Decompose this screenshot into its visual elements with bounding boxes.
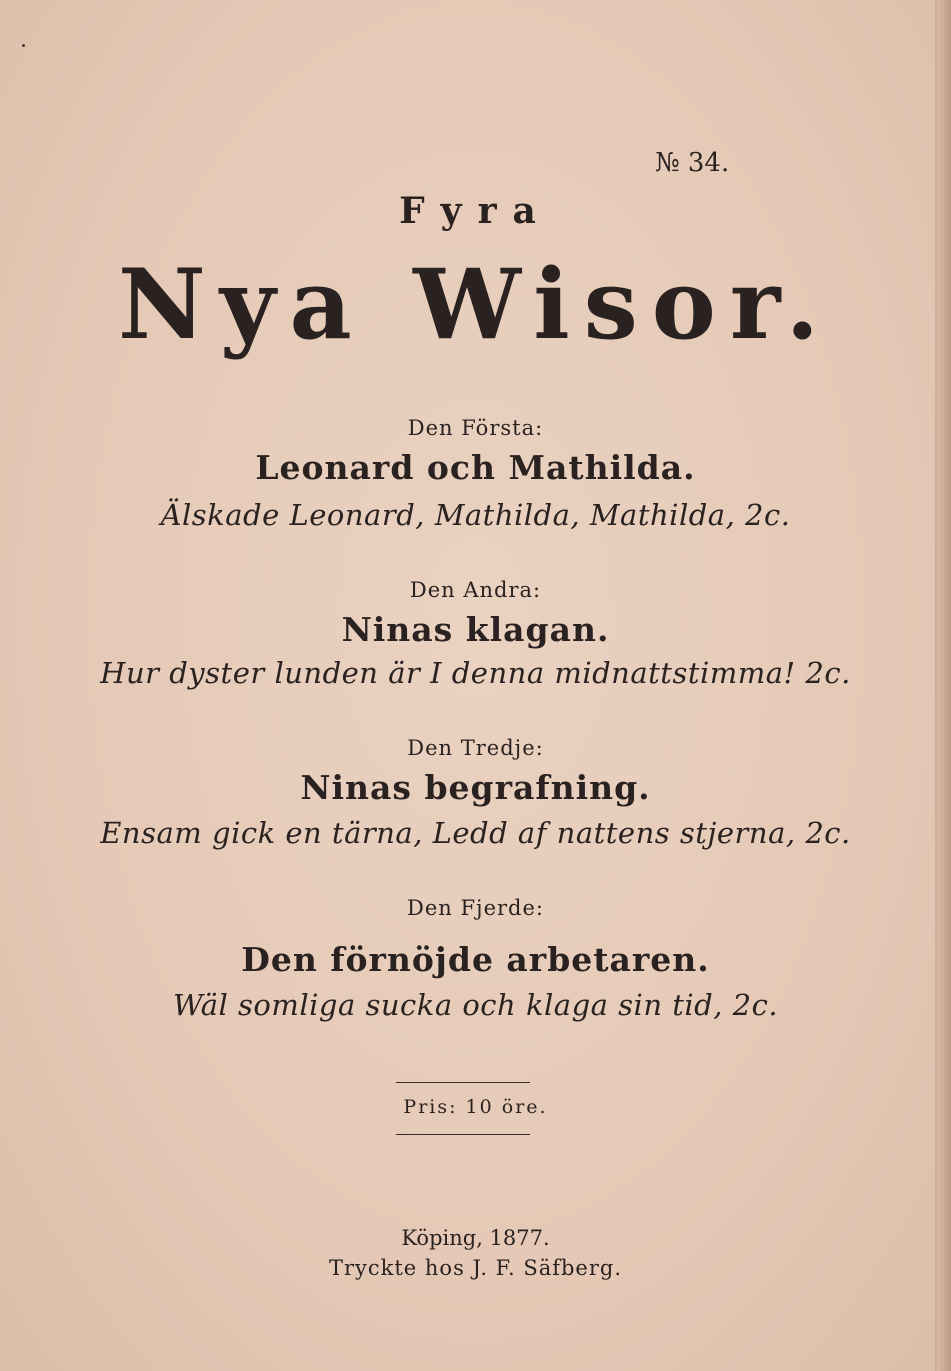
song-3-label: Den Tredje:: [407, 736, 544, 760]
song-2-label: Den Andra:: [409, 578, 542, 602]
main-title: Nya Wisor.: [117, 248, 833, 361]
song-2-title: Ninas klagan.: [341, 610, 610, 649]
song-4-first-line: Wäl somliga sucka och klaga sin tid, 2c.: [172, 988, 779, 1022]
ink-speck: [22, 44, 25, 47]
title-small: Fyra: [399, 190, 552, 232]
price: Pris: 10 öre.: [403, 1096, 548, 1118]
song-2-first-line: Hur dyster lunden är I denna midnattstimma! 2c.: [100, 656, 851, 690]
printer: Tryckte hos J. F. Säfberg.: [328, 1256, 623, 1280]
song-1-first-line: Älskade Leonard, Mathilda, Mathilda, 2c.: [160, 498, 791, 532]
price-rule-bottom: [396, 1134, 530, 1135]
song-4-label: Den Fjerde:: [407, 896, 544, 920]
song-1-label: Den Första:: [407, 416, 544, 440]
song-4-title: Den förnöjde arbetaren.: [241, 940, 710, 979]
issue-number: № 34.: [655, 148, 730, 178]
place-year: Köping, 1877.: [401, 1226, 550, 1250]
price-rule-top: [396, 1082, 530, 1083]
song-1-title: Leonard och Mathilda.: [255, 448, 696, 487]
song-3-first-line: Ensam gick en tärna, Ledd af nattens stjerna, 2c.: [100, 816, 851, 850]
song-3-title: Ninas begrafning.: [300, 768, 651, 807]
